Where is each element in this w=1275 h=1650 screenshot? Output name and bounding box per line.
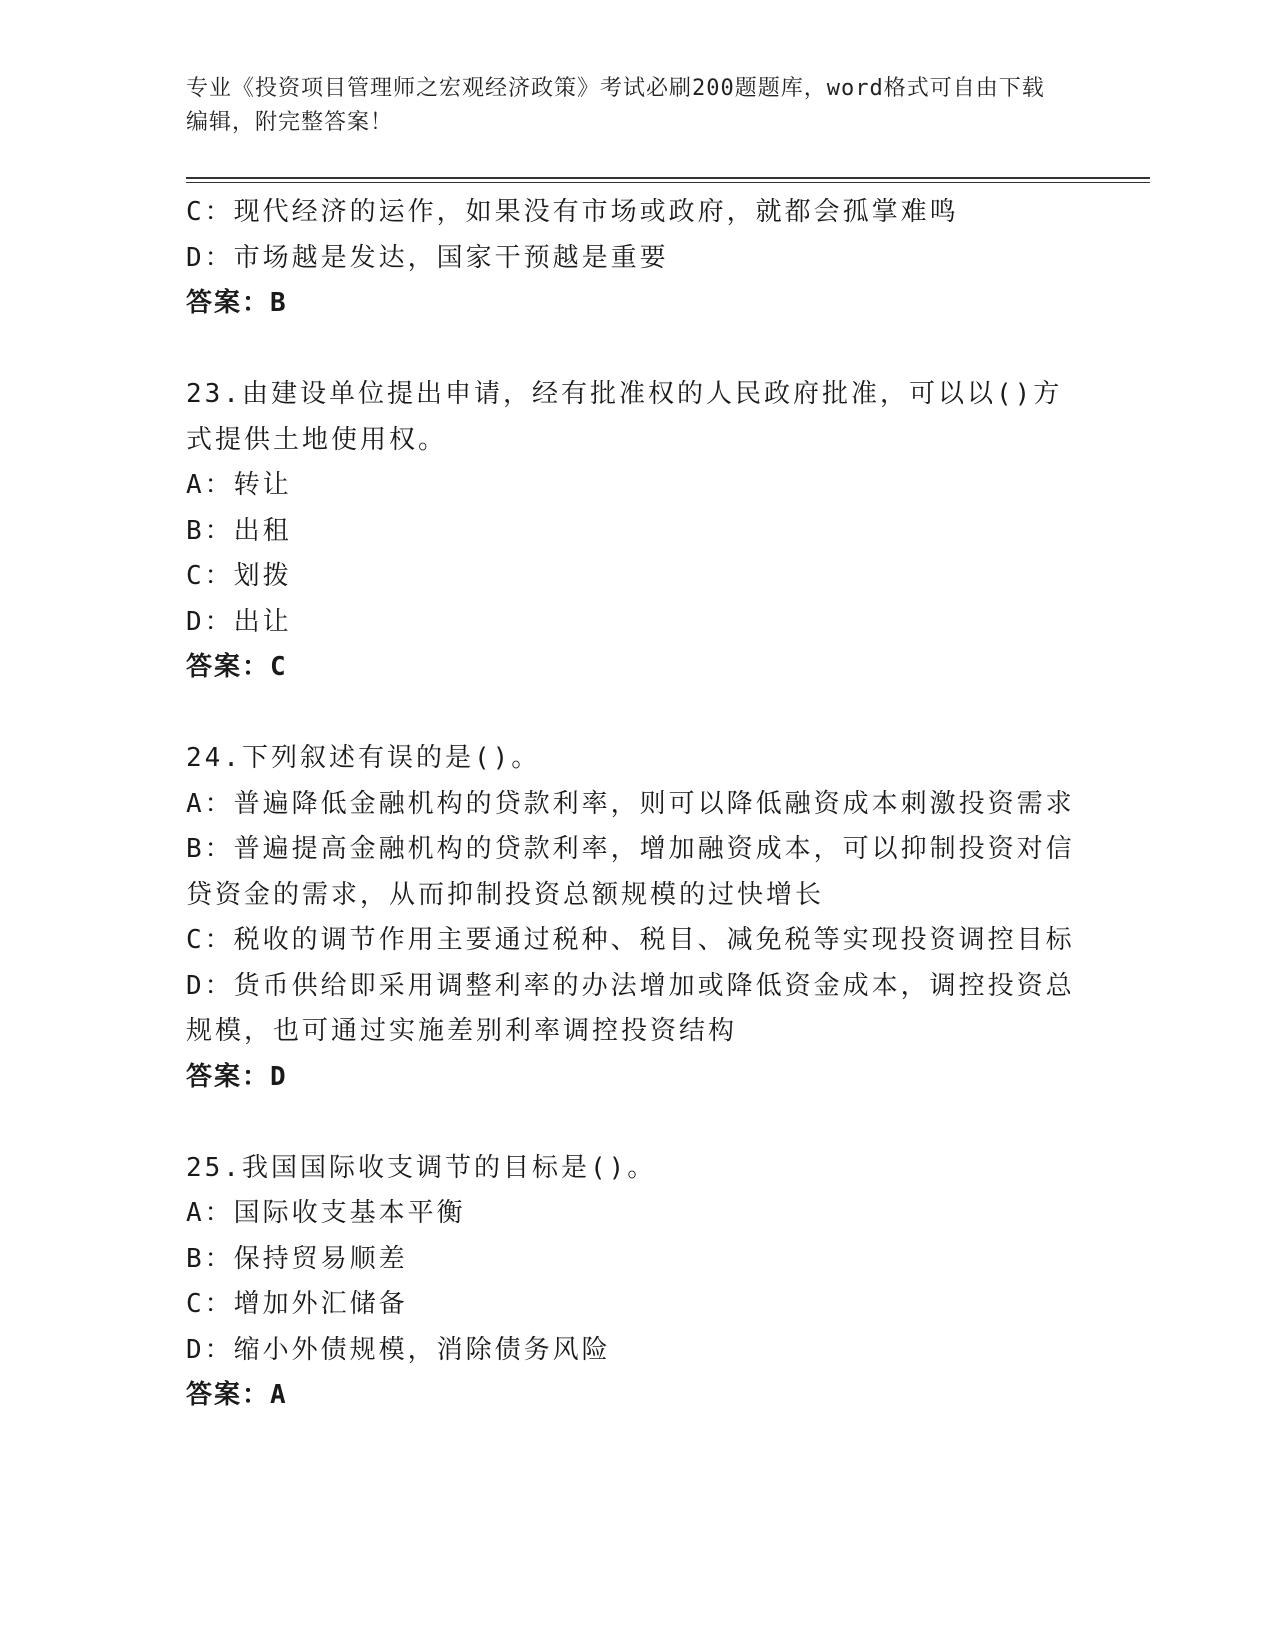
answer-line: 答案：B — [186, 288, 288, 318]
answer-line: 答案：C — [186, 652, 288, 682]
option-c: C：增加外汇储备 — [186, 1289, 408, 1319]
header-divider — [186, 177, 1150, 179]
option-d: D：缩小外债规模，消除债务风险 — [186, 1334, 611, 1365]
question-23 — [186, 372, 1086, 691]
question-stem: 24.下列叙述有误的是()。 — [186, 743, 541, 773]
answer-line: 答案：A — [186, 1380, 288, 1410]
question-24 — [186, 736, 1086, 1100]
option-b: B：出租 — [186, 515, 292, 546]
question-25 — [186, 1146, 1086, 1419]
option-c: C：现代经济的运作，如果没有市场或政府，就都会孤掌难鸣 — [186, 197, 959, 227]
option-d: D：出让 — [186, 606, 292, 637]
option-a: A：转让 — [186, 470, 292, 500]
question-stem: 23.由建设单位提出申请，经有批准权的人民政府批准，可以以()方式提供土地使用权。 — [186, 379, 1063, 455]
option-d: D：市场越是发达，国家干预越是重要 — [186, 242, 669, 273]
question-stem: 25.我国国际收支调节的目标是()。 — [186, 1152, 657, 1183]
option-c: C：划拨 — [186, 561, 292, 591]
question-content — [186, 190, 1086, 1419]
option-d: D：货币供给即采用调整利率的办法增加或降低资金成本，调控投资总规模，也可通过实施差别利率调控投资结构 — [186, 970, 1075, 1046]
option-a: A：普遍降低金融机构的贷款利率，则可以降低融资成本刺激投资需求 — [186, 788, 1075, 819]
option-b: B：保持贸易顺差 — [186, 1243, 408, 1274]
page-header-title: 专业《投资项目管理师之宏观经济政策》考试必刷200题题库，word格式可自由下载编辑，附完整答案！ — [186, 76, 1045, 135]
option-a: A：国际收支基本平衡 — [186, 1198, 466, 1228]
option-c: C：税收的调节作用主要通过税种、税目、减免税等实现投资调控目标 — [186, 925, 1075, 955]
prev-question-block — [186, 190, 1086, 327]
header-divider-thin — [186, 182, 1150, 183]
option-b: B：普遍提高金融机构的贷款利率，增加融资成本，可以抑制投资对信贷资金的需求，从而抑制投资总额规模的过快增长 — [186, 834, 1075, 910]
answer-line: 答案：D — [186, 1061, 288, 1092]
